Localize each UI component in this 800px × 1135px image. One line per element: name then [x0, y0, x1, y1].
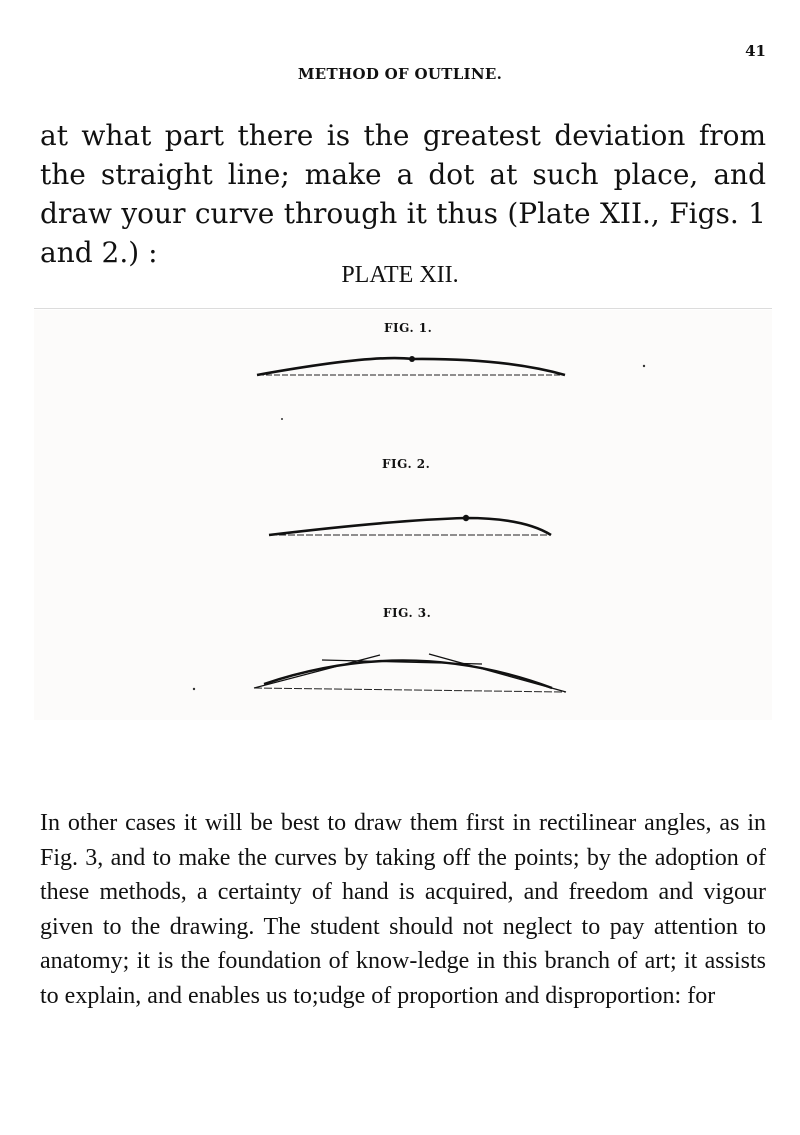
- plate-divider: [34, 308, 772, 309]
- fig-3-label: FIG. 3.: [383, 606, 432, 620]
- page-number: 41: [745, 42, 766, 60]
- plate-illustration: [34, 310, 772, 720]
- body-paragraph: [40, 806, 766, 1013]
- running-head: METHOD OF OUTLINE.: [297, 65, 503, 83]
- plate-title: PLATE XII.: [341, 262, 459, 288]
- speck: [281, 418, 283, 420]
- intro-paragraph: at what part there is the greatest deviation from the straight line; make a dot at such place, and draw your curve through it thus (Plate XII., Figs. 1 and 2.) :: [40, 119, 766, 269]
- fig-2-label: FIG. 2.: [382, 457, 431, 471]
- fig-3-drawing: [254, 654, 566, 692]
- fig-3-left-tangent: [254, 655, 380, 688]
- fig-1-drawing: [257, 356, 565, 375]
- fig-1-label: FIG. 1.: [384, 321, 433, 335]
- fig-2-drawing: [269, 515, 551, 535]
- speck: [193, 688, 195, 690]
- fig-3-baseline: [254, 688, 566, 692]
- plate-drawings: [34, 310, 772, 720]
- body-paragraph-text: In other cases it will be best to draw them first in rectilinear angles, as in Fig. 3, and to make the curves by taking off the points; by the adoption of these methods, a certainty of hand is acquired, and freedom and vigour given to the drawing. The student should not neglect to pay attention to anatomy; it is the foundation of know-ledge in this branch of art; it assists to explain, and enables us to;udge of proportion and disproportion: for: [40, 810, 766, 1009]
- fig-1-dot: [409, 356, 415, 362]
- speck: [643, 365, 645, 367]
- fig-2-dot: [463, 515, 469, 521]
- fig-2-curve: [269, 518, 551, 535]
